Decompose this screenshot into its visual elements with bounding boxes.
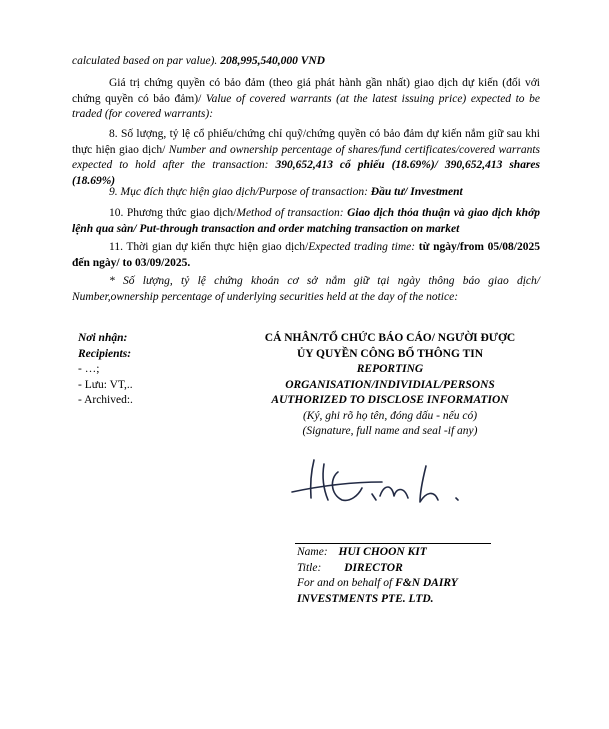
recipient-item: - …; — [78, 363, 100, 375]
item-9-label-vn: 9. Mục đích thực hiện giao dịch/ — [109, 186, 259, 198]
item-11-value: từ ngày/from 05/08/2025 đến ngày/ to 03/09/2025. — [72, 241, 540, 269]
paragraph-item-8 — [72, 127, 540, 189]
continuation-text: calculated based on par value). — [72, 55, 218, 67]
title-value: DIRECTOR — [344, 561, 403, 574]
name-label: Name: — [297, 546, 328, 558]
item-8-value: 390,652,413 cổ phiếu (18.69%)/ 390,652,413 shares (18.69%) — [72, 159, 540, 187]
behalf-company-2: INVESTMENTS PTE. LTD. — [297, 592, 434, 605]
par-value-amount: 208,995,540,000 VND — [220, 55, 325, 67]
signer-heading-vn-1: CÁ NHÂN/TỔ CHỨC BÁO CÁO/ NGƯỜI ĐƯỢC — [264, 332, 516, 344]
name-value: HUI CHOON KIT — [338, 546, 427, 558]
item-10-value: Giao dịch thỏa thuận và giao dịch khớp lệnh qua sàn/ Put-through transaction and order matching transaction on market — [72, 207, 541, 235]
signer-heading-block — [236, 331, 544, 440]
signer-title-row — [297, 561, 557, 577]
recipients-block — [78, 331, 238, 409]
signer-name-row — [297, 545, 557, 561]
signer-heading-en-1: REPORTING — [356, 363, 424, 375]
item-9-value: Đầu tư/ Investment — [370, 186, 463, 198]
paragraph-item-10 — [72, 206, 540, 237]
signer-heading-vn-2: ỦY QUYỀN CÔNG BỐ THÔNG TIN — [296, 347, 484, 360]
cw-label-en: Value of covered warrants (at the latest issuing price) expected to be traded (for covered warrants): — [72, 92, 540, 120]
note-en: Number,ownership percentage of underlying securities held at the day of the notice: — [72, 290, 459, 303]
note-vn: * Số lượng, tỷ lệ chứng khoán cơ sở nắm giữ tại ngày thông báo giao dịch/ — [109, 275, 540, 287]
paragraph-continuation — [72, 54, 540, 70]
item-11-label-vn: 11. Thời gian dự kiến thực hiện giao dịch/ — [109, 241, 309, 253]
paragraph-note — [72, 274, 540, 305]
behalf-row — [297, 576, 557, 592]
recipient-item: - Archived:. — [78, 394, 133, 406]
paragraph-item-9 — [72, 185, 540, 201]
paragraph-covered-warrants-value — [72, 76, 540, 123]
handwritten-signature — [280, 452, 470, 514]
item-8-label-en: Number and ownership percentage of shares/fund certificates/covered warrants expected to hold after the transaction: — [72, 143, 540, 171]
item-11-label-en: Expected trading time: — [308, 241, 416, 253]
item-9-label-en: Purpose of transaction: — [258, 186, 368, 198]
item-8-label-vn: 8. Số lượng, tỷ lệ cổ phiếu/chứng chỉ quỹ/chứng quyền có bảo đảm dự kiến nắm giữ sau khi thực hiện giao dịch/ — [72, 128, 540, 156]
item-10-label-vn: 10. Phương thức giao dịch/ — [109, 207, 237, 219]
recipients-title-en: Recipients: — [78, 347, 132, 360]
cw-label-vn: Giá trị chứng quyền có bảo đảm (theo giá phát hành gần nhất) giao dịch dự kiến (đối với chứng quyền có bảo đảm)/ — [72, 77, 540, 105]
item-10-label-en: Method of transaction: — [236, 207, 344, 219]
recipients-title-vn: Nơi nhận: — [78, 332, 128, 344]
signer-details — [297, 545, 557, 607]
behalf-prefix: For and on behalf of — [297, 577, 393, 589]
signer-instruction-en: (Signature, full name and seal -if any) — [302, 425, 478, 437]
paragraph-item-11 — [72, 240, 540, 271]
title-label: Title: — [297, 561, 322, 574]
signer-instruction-vn: (Ký, ghi rõ họ tên, đóng dấu - nếu có) — [302, 409, 478, 422]
recipient-item: - Lưu: VT,.. — [78, 378, 133, 391]
signer-heading-en-3: AUTHORIZED TO DISCLOSE INFORMATION — [271, 394, 509, 406]
behalf-company-1: F&N DAIRY — [395, 577, 458, 589]
signer-heading-en-2: ORGANISATION/INDIVIDIAL/PERSONS — [285, 378, 495, 391]
signature-line — [295, 543, 491, 544]
